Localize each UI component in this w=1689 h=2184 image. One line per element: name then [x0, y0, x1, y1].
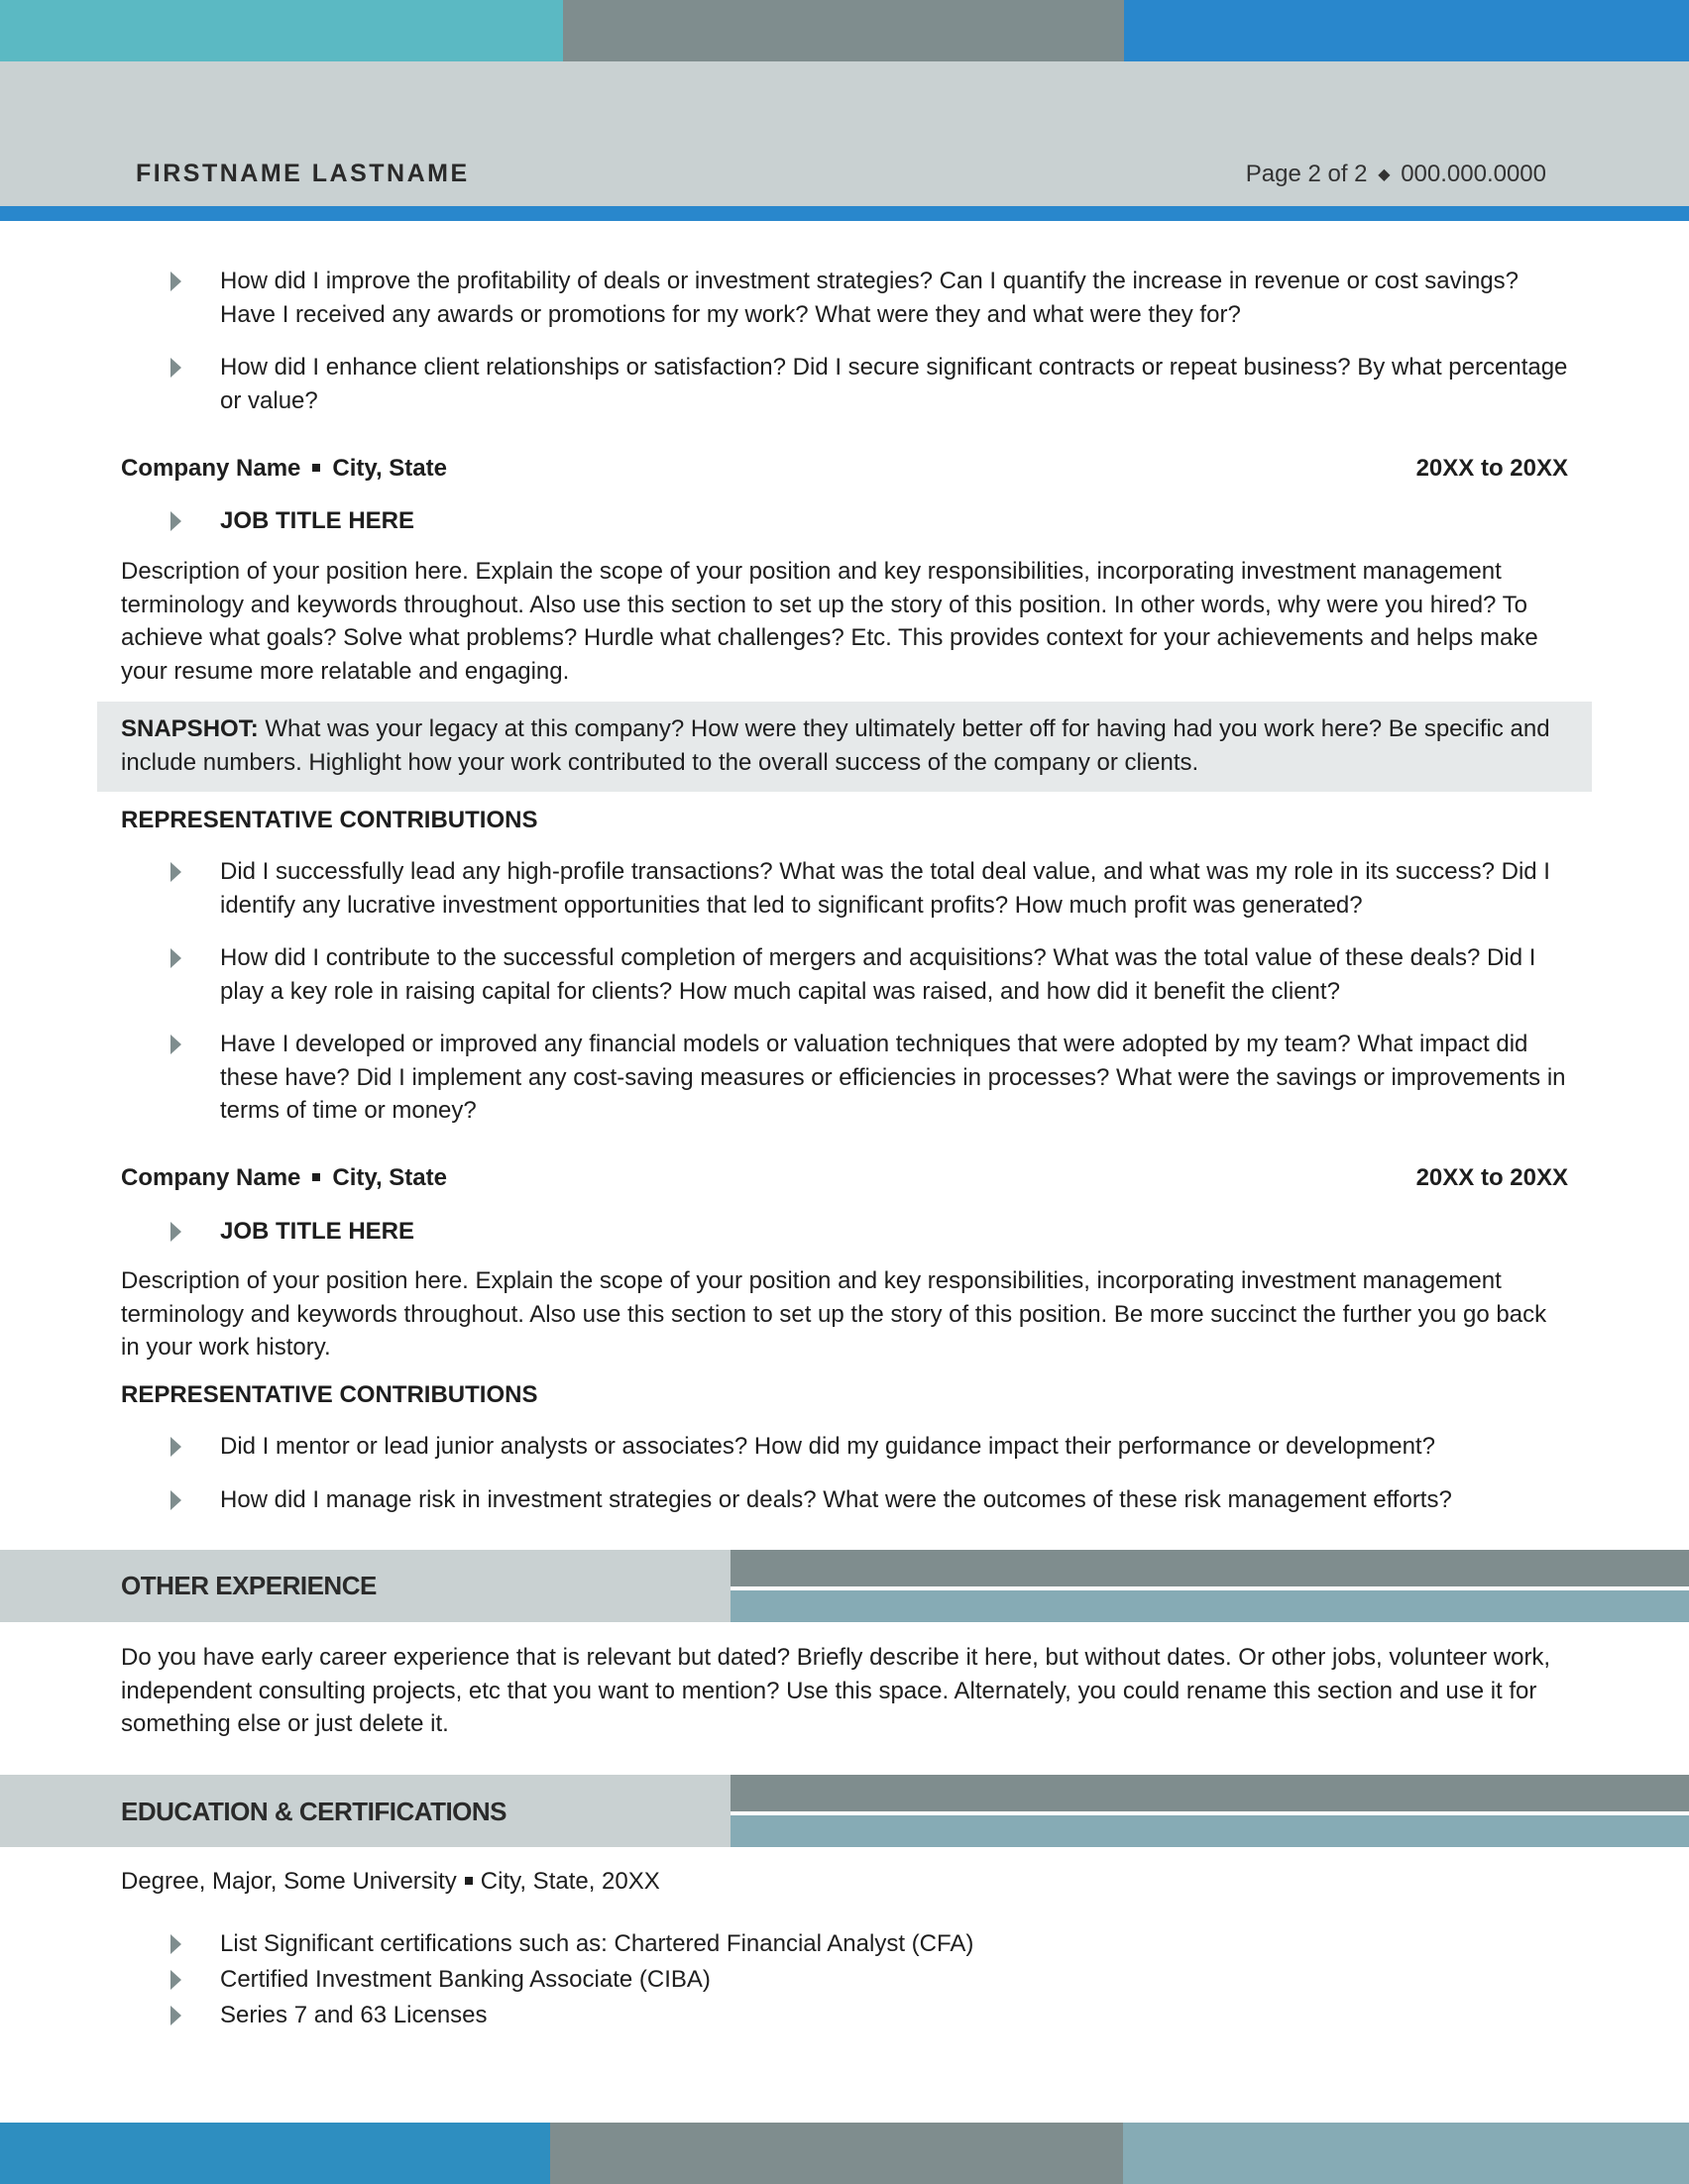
- snapshot-text: [121, 712, 1568, 780]
- bottom-bar-slate: [550, 2123, 1123, 2184]
- page-indicator: Page 2 of 2: [1245, 161, 1368, 187]
- phone-number: 000.000.0000: [1401, 161, 1546, 187]
- candidate-name: FIRSTNAME LASTNAME: [136, 160, 470, 187]
- header-contact: [1246, 161, 1546, 188]
- list-item: Did I successfully lead any high-profile transactions? What was the total deal value, and what was my role in its success? Did I identify any lucrative investment opportunities that led to significant profits? How much profit was generated?: [170, 855, 1578, 922]
- job-title: JOB TITLE HERE: [170, 504, 414, 537]
- job-description: Description of your position here. Explain the scope of your position and key responsibilities, incorporating investment management terminology and keywords throughout. Also use this section to set up the story of this position. In other words, why were you hired? To achieve what goals? Solve what problems? Hurdle what challenges? Etc. This provides context for your achievements and helps make your resume more relatable and engaging.: [121, 558, 1538, 685]
- continued-bullets: [170, 265, 1578, 437]
- degree: Degree, Major, Some University: [121, 1868, 457, 1895]
- job-2-contributions: [170, 1430, 1578, 1536]
- list-item: How did I contribute to the successful completion of mergers and acquisitions? What was the total value of these deals? Did I play a key role in raising capital for clients? How much capital was raised, and how did it benefit the client?: [170, 941, 1578, 1008]
- job-title: JOB TITLE HERE: [170, 1215, 414, 1248]
- top-bar-blue: [1124, 0, 1689, 61]
- diamond-separator-icon: ◆: [1378, 166, 1391, 183]
- job-dates: 20XX to 20XX: [1415, 1164, 1568, 1191]
- list-item: How did I manage risk in investment strategies or deals? What were the outcomes of these risk management efforts?: [170, 1483, 1578, 1517]
- job-1-contributions: [170, 855, 1578, 1147]
- list-item: How did I improve the profitability of deals or investment strategies? Can I quantify the increase in revenue or cost savings? Have I received any awards or promotions for my work? What were they and what were they for?: [170, 265, 1578, 331]
- section-band-accent-dark: [731, 1775, 1689, 1811]
- snapshot-label: SNAPSHOT:: [121, 715, 259, 742]
- job-description: Description of your position here. Explain the scope of your position and key responsibilities, incorporating investment management terminology and keywords throughout. Also use this section to set up the story of this position. Be more succinct the further you go back in your work history.: [121, 1267, 1547, 1361]
- square-separator-icon: [312, 464, 320, 472]
- list-item: Have I developed or improved any financial models or valuation techniques that were adopted by my team? What impact did these have? Did I implement any cost-saving measures or efficiencies in processes? What were the savings or improvements in terms of time or money?: [170, 1028, 1578, 1128]
- company-location: City, State: [332, 455, 447, 482]
- square-separator-icon: [312, 1173, 320, 1181]
- list-item: List Significant certifications such as: Chartered Financial Analyst (CFA): [170, 1927, 1578, 1960]
- section-band-accent-dark: [731, 1550, 1689, 1586]
- top-bar-slate: [563, 0, 1124, 61]
- section-band-accent-light: [731, 1590, 1689, 1622]
- bottom-bar-steel: [1123, 2123, 1689, 2184]
- snapshot-body: What was your legacy at this company? How were they ultimately better off for having had you work here? Be specific and include numbers. Highlight how your work contributed to the overall success of the company or clients.: [121, 715, 1550, 776]
- degree-location: City, State, 20XX: [480, 1868, 660, 1895]
- contributions-heading: REPRESENTATIVE CONTRIBUTIONS: [121, 807, 538, 833]
- company-location: City, State: [332, 1164, 447, 1191]
- top-bar-teal: [0, 0, 563, 61]
- certifications-list: [170, 1927, 1578, 2034]
- contributions-heading: REPRESENTATIVE CONTRIBUTIONS: [121, 1381, 538, 1408]
- bottom-bar-blue: [0, 2123, 550, 2184]
- job-dates: 20XX to 20XX: [1415, 455, 1568, 482]
- square-separator-icon: [465, 1877, 473, 1885]
- degree-line: [121, 1868, 660, 1896]
- list-item: Did I mentor or lead junior analysts or associates? How did my guidance impact their performance or development?: [170, 1430, 1578, 1464]
- list-item: Certified Investment Banking Associate (CIBA): [170, 1963, 1578, 1996]
- job-1-header: [121, 455, 1568, 483]
- company-name: Company Name: [121, 1164, 301, 1191]
- job-2-header: [121, 1164, 1568, 1192]
- section-title-other-experience: OTHER EXPERIENCE: [121, 1571, 377, 1600]
- company-name: Company Name: [121, 455, 301, 482]
- list-item: How did I enhance client relationships or satisfaction? Did I secure significant contracts or repeat business? By what percentage or value?: [170, 351, 1578, 417]
- section-title-education: EDUCATION & CERTIFICATIONS: [121, 1797, 507, 1826]
- other-experience-text: Do you have early career experience that is relevant but dated? Briefly describe it here, but without dates. Or other jobs, volunteer work, independent consulting projects, etc that you want to mention? Use this space. Alternately, you could rename this section and use it for something else or just delete it.: [121, 1644, 1551, 1737]
- section-band-accent-light: [731, 1815, 1689, 1847]
- list-item: Series 7 and 63 Licenses: [170, 1999, 1578, 2031]
- header-rule: [0, 206, 1689, 221]
